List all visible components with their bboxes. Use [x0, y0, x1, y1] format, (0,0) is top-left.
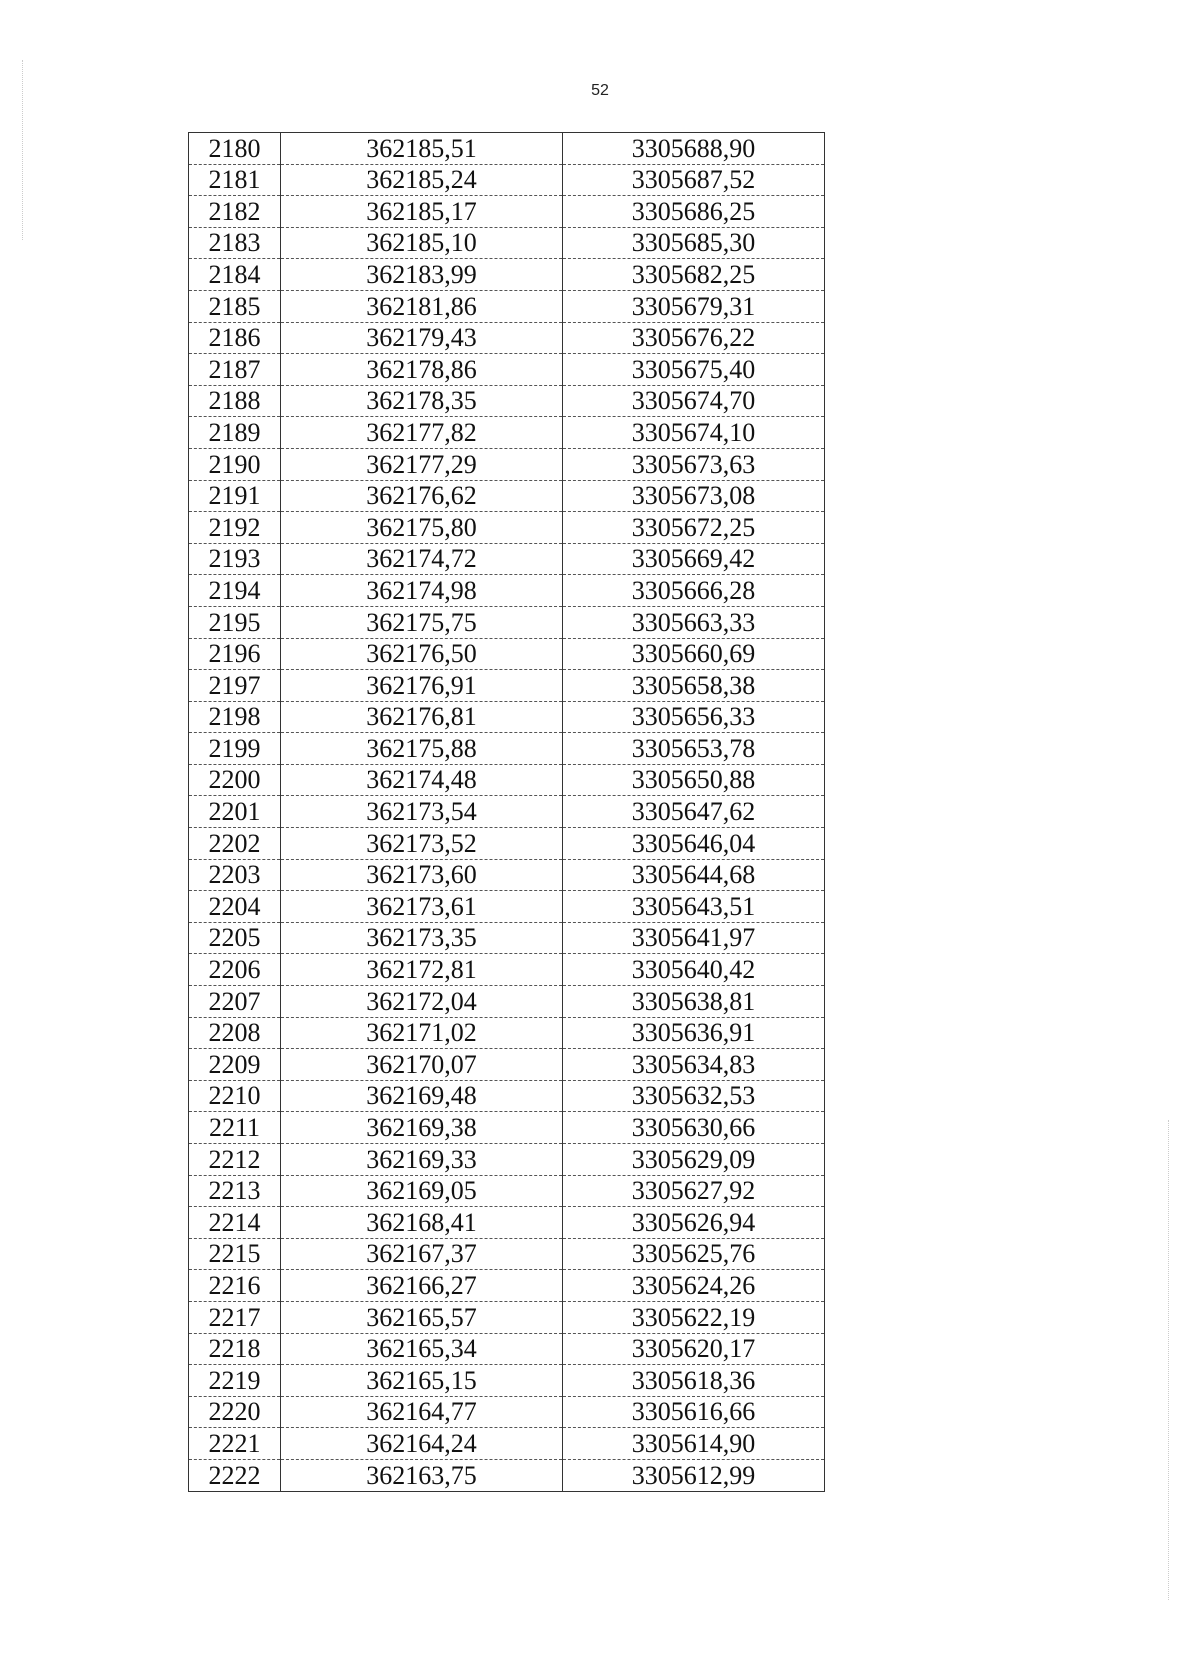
point-number-cell: 2198: [189, 701, 281, 733]
table-row: [189, 1238, 825, 1270]
point-number-cell: 2215: [189, 1238, 281, 1270]
point-number-cell: 2183: [189, 227, 281, 259]
point-number-cell: 2191: [189, 480, 281, 512]
table-row: [189, 1301, 825, 1333]
point-number-cell: 2220: [189, 1396, 281, 1428]
table-row: [189, 954, 825, 986]
x-coordinate-cell: 362168,41: [281, 1207, 563, 1239]
x-coordinate-cell: 362169,38: [281, 1112, 563, 1144]
table-row: [189, 1333, 825, 1365]
point-number-cell: 2180: [189, 133, 281, 165]
table-row: [189, 1365, 825, 1397]
y-coordinate-cell: 3305688,90: [563, 133, 825, 165]
x-coordinate-cell: 362176,81: [281, 701, 563, 733]
x-coordinate-cell: 362183,99: [281, 259, 563, 291]
y-coordinate-cell: 3305653,78: [563, 733, 825, 765]
y-coordinate-cell: 3305658,38: [563, 670, 825, 702]
x-coordinate-cell: 362175,88: [281, 733, 563, 765]
x-coordinate-cell: 362185,24: [281, 164, 563, 196]
point-number-cell: 2207: [189, 986, 281, 1018]
scan-artifact-left: [22, 60, 23, 240]
x-coordinate-cell: 362167,37: [281, 1238, 563, 1270]
y-coordinate-cell: 3305647,62: [563, 796, 825, 828]
y-coordinate-cell: 3305629,09: [563, 1144, 825, 1176]
y-coordinate-cell: 3305673,63: [563, 448, 825, 480]
table-row: [189, 1017, 825, 1049]
x-coordinate-cell: 362176,50: [281, 638, 563, 670]
y-coordinate-cell: 3305643,51: [563, 891, 825, 923]
table-row: [189, 764, 825, 796]
y-coordinate-cell: 3305616,66: [563, 1396, 825, 1428]
point-number-cell: 2209: [189, 1049, 281, 1081]
x-coordinate-cell: 362169,33: [281, 1144, 563, 1176]
y-coordinate-cell: 3305644,68: [563, 859, 825, 891]
table-row: [189, 986, 825, 1018]
point-number-cell: 2182: [189, 196, 281, 228]
x-coordinate-cell: 362185,51: [281, 133, 563, 165]
coordinates-table-body: [189, 133, 825, 1492]
x-coordinate-cell: 362174,98: [281, 575, 563, 607]
table-row: [189, 1112, 825, 1144]
point-number-cell: 2186: [189, 322, 281, 354]
y-coordinate-cell: 3305675,40: [563, 354, 825, 386]
x-coordinate-cell: 362172,04: [281, 986, 563, 1018]
table-row: [189, 796, 825, 828]
point-number-cell: 2210: [189, 1080, 281, 1112]
x-coordinate-cell: 362173,61: [281, 891, 563, 923]
x-coordinate-cell: 362169,48: [281, 1080, 563, 1112]
point-number-cell: 2218: [189, 1333, 281, 1365]
table-row: [189, 133, 825, 165]
x-coordinate-cell: 362165,15: [281, 1365, 563, 1397]
x-coordinate-cell: 362173,60: [281, 859, 563, 891]
y-coordinate-cell: 3305614,90: [563, 1428, 825, 1460]
x-coordinate-cell: 362164,24: [281, 1428, 563, 1460]
x-coordinate-cell: 362173,35: [281, 922, 563, 954]
x-coordinate-cell: 362181,86: [281, 290, 563, 322]
table-row: [189, 859, 825, 891]
point-number-cell: 2200: [189, 764, 281, 796]
point-number-cell: 2193: [189, 543, 281, 575]
point-number-cell: 2184: [189, 259, 281, 291]
y-coordinate-cell: 3305666,28: [563, 575, 825, 607]
point-number-cell: 2192: [189, 512, 281, 544]
point-number-cell: 2203: [189, 859, 281, 891]
point-number-cell: 2206: [189, 954, 281, 986]
table-row: [189, 196, 825, 228]
point-number-cell: 2214: [189, 1207, 281, 1239]
point-number-cell: 2197: [189, 670, 281, 702]
x-coordinate-cell: 362174,72: [281, 543, 563, 575]
x-coordinate-cell: 362177,29: [281, 448, 563, 480]
table-row: [189, 1175, 825, 1207]
coordinates-table: [188, 132, 825, 1492]
point-number-cell: 2188: [189, 385, 281, 417]
x-coordinate-cell: 362179,43: [281, 322, 563, 354]
table-row: [189, 448, 825, 480]
table-row: [189, 575, 825, 607]
y-coordinate-cell: 3305656,33: [563, 701, 825, 733]
point-number-cell: 2199: [189, 733, 281, 765]
point-number-cell: 2208: [189, 1017, 281, 1049]
y-coordinate-cell: 3305627,92: [563, 1175, 825, 1207]
point-number-cell: 2221: [189, 1428, 281, 1460]
y-coordinate-cell: 3305632,53: [563, 1080, 825, 1112]
y-coordinate-cell: 3305646,04: [563, 828, 825, 860]
y-coordinate-cell: 3305625,76: [563, 1238, 825, 1270]
point-number-cell: 2212: [189, 1144, 281, 1176]
y-coordinate-cell: 3305641,97: [563, 922, 825, 954]
y-coordinate-cell: 3305640,42: [563, 954, 825, 986]
y-coordinate-cell: 3305682,25: [563, 259, 825, 291]
table-row: [189, 1207, 825, 1239]
table-row: [189, 385, 825, 417]
point-number-cell: 2211: [189, 1112, 281, 1144]
x-coordinate-cell: 362178,35: [281, 385, 563, 417]
y-coordinate-cell: 3305679,31: [563, 290, 825, 322]
table-row: [189, 1459, 825, 1491]
x-coordinate-cell: 362171,02: [281, 1017, 563, 1049]
point-number-cell: 2205: [189, 922, 281, 954]
x-coordinate-cell: 362178,86: [281, 354, 563, 386]
page-number: 52: [591, 82, 609, 99]
table-row: [189, 891, 825, 923]
table-row: [189, 1049, 825, 1081]
scan-artifact-right: [1168, 1120, 1169, 1600]
y-coordinate-cell: 3305686,25: [563, 196, 825, 228]
x-coordinate-cell: 362185,10: [281, 227, 563, 259]
y-coordinate-cell: 3305620,17: [563, 1333, 825, 1365]
x-coordinate-cell: 362175,75: [281, 606, 563, 638]
table-row: [189, 322, 825, 354]
point-number-cell: 2196: [189, 638, 281, 670]
x-coordinate-cell: 362173,54: [281, 796, 563, 828]
x-coordinate-cell: 362177,82: [281, 417, 563, 449]
x-coordinate-cell: 362176,91: [281, 670, 563, 702]
x-coordinate-cell: 362170,07: [281, 1049, 563, 1081]
y-coordinate-cell: 3305630,66: [563, 1112, 825, 1144]
point-number-cell: 2219: [189, 1365, 281, 1397]
y-coordinate-cell: 3305676,22: [563, 322, 825, 354]
y-coordinate-cell: 3305636,91: [563, 1017, 825, 1049]
point-number-cell: 2216: [189, 1270, 281, 1302]
point-number-cell: 2204: [189, 891, 281, 923]
y-coordinate-cell: 3305622,19: [563, 1301, 825, 1333]
point-number-cell: 2181: [189, 164, 281, 196]
y-coordinate-cell: 3305674,10: [563, 417, 825, 449]
x-coordinate-cell: 362164,77: [281, 1396, 563, 1428]
table-row: [189, 543, 825, 575]
table-row: [189, 606, 825, 638]
table-row: [189, 922, 825, 954]
y-coordinate-cell: 3305669,42: [563, 543, 825, 575]
table-row: [189, 417, 825, 449]
y-coordinate-cell: 3305685,30: [563, 227, 825, 259]
x-coordinate-cell: 362163,75: [281, 1459, 563, 1491]
x-coordinate-cell: 362165,34: [281, 1333, 563, 1365]
table-row: [189, 828, 825, 860]
point-number-cell: 2195: [189, 606, 281, 638]
y-coordinate-cell: 3305624,26: [563, 1270, 825, 1302]
table-row: [189, 290, 825, 322]
y-coordinate-cell: 3305650,88: [563, 764, 825, 796]
y-coordinate-cell: 3305663,33: [563, 606, 825, 638]
y-coordinate-cell: 3305673,08: [563, 480, 825, 512]
table-row: [189, 227, 825, 259]
x-coordinate-cell: 362176,62: [281, 480, 563, 512]
table-row: [189, 670, 825, 702]
y-coordinate-cell: 3305612,99: [563, 1459, 825, 1491]
x-coordinate-cell: 362172,81: [281, 954, 563, 986]
table-row: [189, 1396, 825, 1428]
point-number-cell: 2202: [189, 828, 281, 860]
y-coordinate-cell: 3305660,69: [563, 638, 825, 670]
y-coordinate-cell: 3305634,83: [563, 1049, 825, 1081]
point-number-cell: 2213: [189, 1175, 281, 1207]
x-coordinate-cell: 362174,48: [281, 764, 563, 796]
table-row: [189, 701, 825, 733]
point-number-cell: 2217: [189, 1301, 281, 1333]
table-row: [189, 259, 825, 291]
table-row: [189, 1428, 825, 1460]
table-row: [189, 1080, 825, 1112]
table-row: [189, 354, 825, 386]
x-coordinate-cell: 362185,17: [281, 196, 563, 228]
x-coordinate-cell: 362175,80: [281, 512, 563, 544]
y-coordinate-cell: 3305626,94: [563, 1207, 825, 1239]
x-coordinate-cell: 362169,05: [281, 1175, 563, 1207]
point-number-cell: 2222: [189, 1459, 281, 1491]
y-coordinate-cell: 3305687,52: [563, 164, 825, 196]
y-coordinate-cell: 3305638,81: [563, 986, 825, 1018]
y-coordinate-cell: 3305674,70: [563, 385, 825, 417]
y-coordinate-cell: 3305672,25: [563, 512, 825, 544]
table-row: [189, 1144, 825, 1176]
x-coordinate-cell: 362165,57: [281, 1301, 563, 1333]
table-row: [189, 638, 825, 670]
point-number-cell: 2194: [189, 575, 281, 607]
table-row: [189, 1270, 825, 1302]
x-coordinate-cell: 362166,27: [281, 1270, 563, 1302]
table-row: [189, 512, 825, 544]
table-row: [189, 733, 825, 765]
x-coordinate-cell: 362173,52: [281, 828, 563, 860]
point-number-cell: 2190: [189, 448, 281, 480]
table-row: [189, 164, 825, 196]
y-coordinate-cell: 3305618,36: [563, 1365, 825, 1397]
point-number-cell: 2189: [189, 417, 281, 449]
table-row: [189, 480, 825, 512]
point-number-cell: 2201: [189, 796, 281, 828]
point-number-cell: 2185: [189, 290, 281, 322]
point-number-cell: 2187: [189, 354, 281, 386]
